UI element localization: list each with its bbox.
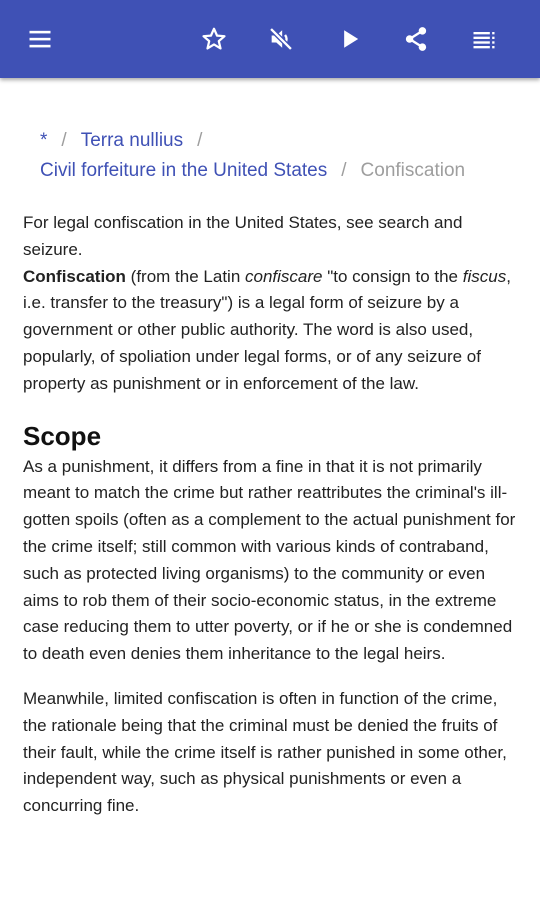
menu-button[interactable]: [18, 17, 62, 61]
breadcrumb-separator: /: [341, 160, 347, 181]
share-icon: [402, 25, 430, 53]
table-of-contents-button[interactable]: [462, 17, 506, 61]
intro-italic-term: fiscus: [462, 266, 507, 286]
mute-button[interactable]: [259, 17, 303, 61]
breadcrumb-current: Confiscation: [360, 160, 466, 181]
hatnote: For legal confiscation in the United States, see search and seizure.: [23, 213, 463, 259]
breadcrumb-link-terra-nullius[interactable]: Terra nullius: [80, 130, 184, 151]
share-button[interactable]: [394, 17, 438, 61]
section-heading-scope: Scope: [23, 420, 102, 451]
scope-paragraph: As a punishment, it differs from a fine in that it is not primarily meant to match the crime but rather reattributes the criminal's ill-gotten spoils (often as a complement to the actual punishment for the crime itself; still common with various kinds of contraband, such as protected living organisms) to the community or even aims to rob them of their socio-economic status, in the extreme case reducing them to utter poverty, or if he or she is condemned to death even denies them inheritance to the legal heirs.: [23, 456, 516, 664]
content-area: [0, 78, 540, 900]
article-body: [23, 210, 518, 820]
play-button[interactable]: [328, 17, 372, 61]
scope-paragraph: Meanwhile, limited confiscation is often in function of the crime, the rationale being that the criminal must be denied the fruits of their fault, while the crime itself is rather punished in some other, independent way, such as physical punishments or even a concurring fine.: [23, 688, 507, 816]
intro-text: , i.e. transfer to the treasury") is a legal form of seizure by a government or other public authority. The word is also used, popularly, of spoliation under legal forms, or of any seizure of property as punishment or in enforcement of the law.: [23, 266, 511, 393]
breadcrumb-separator: /: [197, 130, 203, 151]
volume-off-icon: [267, 25, 295, 53]
bookmark-button[interactable]: [192, 17, 236, 61]
star-icon: [200, 25, 228, 53]
intro-italic-term: confiscare: [245, 266, 323, 286]
intro-text: (from the Latin: [125, 266, 246, 286]
breadcrumb-separator: /: [61, 130, 67, 151]
intro-bold-term: Confiscation: [23, 266, 126, 286]
app-bar: [0, 0, 540, 78]
menu-icon: [26, 25, 54, 53]
breadcrumb: [40, 126, 510, 186]
intro-paragraph: [23, 264, 518, 398]
toc-icon: [470, 25, 498, 53]
play-icon: [336, 25, 364, 53]
intro-text: "to consign to the: [322, 266, 463, 286]
breadcrumb-home-link[interactable]: *: [40, 130, 48, 151]
breadcrumb-link-civil-forfeiture[interactable]: Civil forfeiture in the United States: [40, 160, 328, 181]
